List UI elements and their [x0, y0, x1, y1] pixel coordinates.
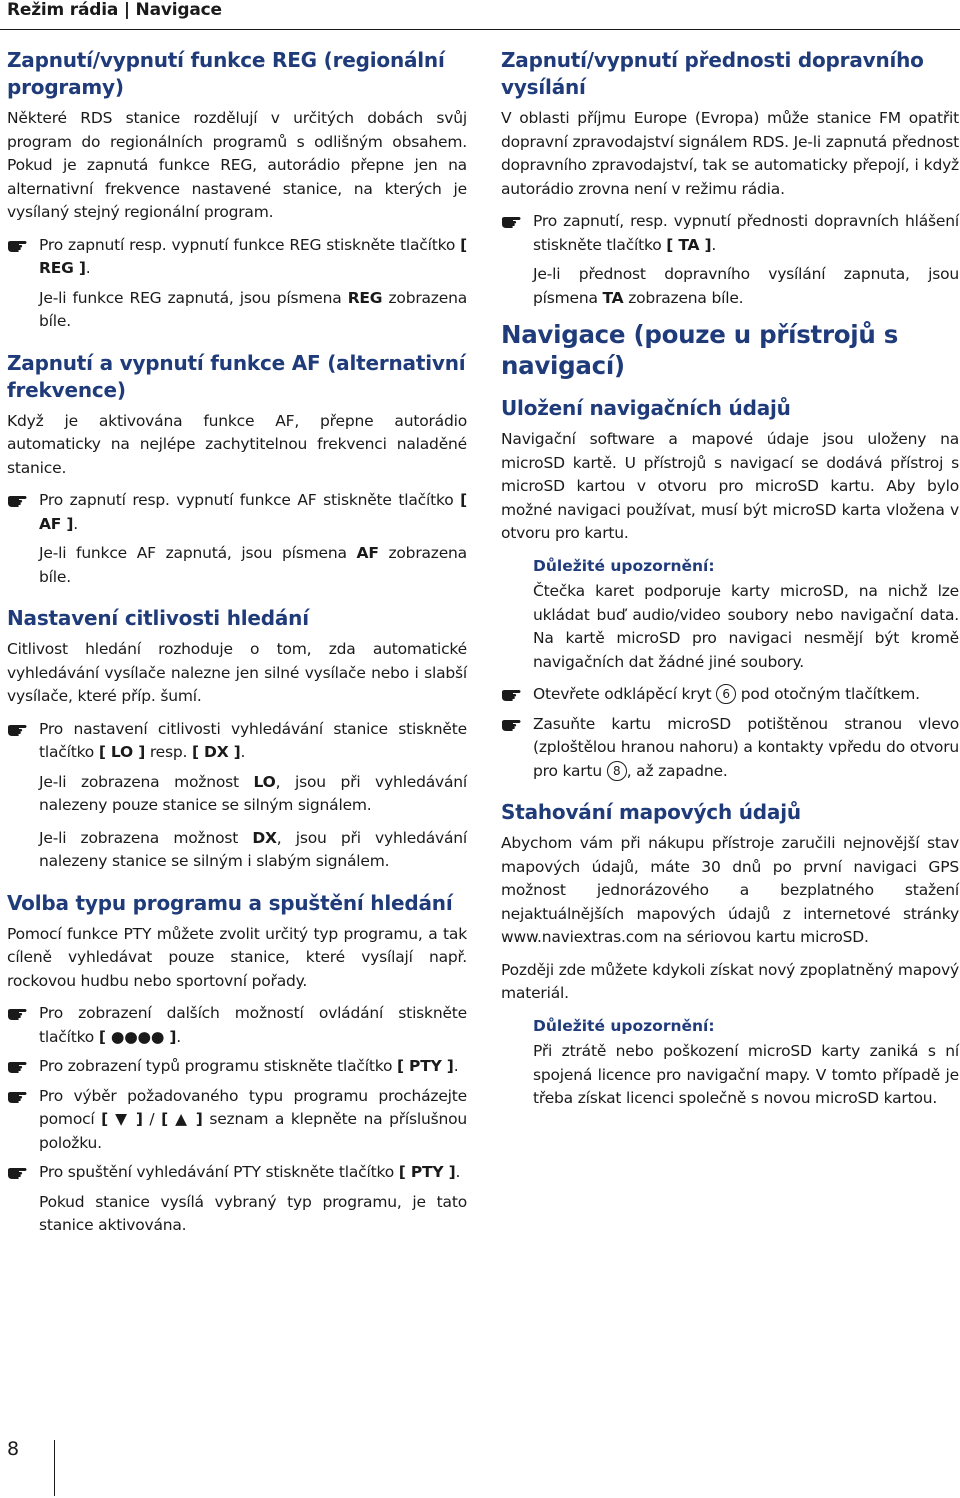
- af-paragraph: Když je aktivována funkce AF, přepne autorádio automaticky na nejlépe zachytitelnou frekvenci naladěné stanice.: [7, 411, 467, 477]
- af-step: [7, 489, 467, 536]
- open-cover-text: Otevřete odklápěcí kryt: [533, 685, 717, 703]
- insert-card-text: Zasuňte kartu microSD potištěnou stranou vlevo (zploštělou hranou nahoru) a kontakty vpředu do otvoru pro kartu: [533, 714, 959, 780]
- pty-start-key: [ PTY ]: [398, 1163, 456, 1181]
- af-step-end: .: [73, 514, 78, 533]
- ta-key: [ TA ]: [666, 235, 712, 254]
- pointing-hand-icon: [501, 686, 523, 702]
- pty-step-show-end: .: [453, 1057, 459, 1075]
- reg-step: [7, 234, 467, 281]
- reg-step-text: Pro zapnutí resp. vypnutí funkce REG stiskněte tlačítko: [39, 235, 461, 254]
- reg-paragraph: Některé RDS stanice rozdělují v určitých dobách svůj program do regionálních programů s odlišným obsahem. Pokud je zapnutá funkce REG, autorádio přepne jen na alternativní frekvence nastavené stanice, na kterých je vysílaný stejný regionální program.: [7, 109, 467, 221]
- reg-note-text: Je-li funkce REG zapnutá, jsou písmena: [39, 288, 348, 307]
- sens-note-dx-end: , jsou při vyhledávání nalezeny stanice se silným i slabým signálem.: [39, 828, 468, 870]
- store-heading: Uložení navigačních údajů: [501, 396, 791, 420]
- pointing-hand-icon: [7, 1005, 29, 1021]
- important-note-title-2: Důležité upozornění:: [533, 1016, 715, 1035]
- af-heading: Zapnutí a vypnutí funkce AF (alternativní frekvence): [7, 350, 466, 402]
- ta-note-text: Je-li přednost dopravního vysílání zapnuta, jsou písmena: [533, 265, 959, 307]
- pointing-hand-icon: [7, 1058, 29, 1074]
- dx-key: [ DX ]: [191, 743, 241, 761]
- insert-card-end: , až zapadne.: [626, 761, 728, 780]
- up-key: [ ▲ ]: [161, 1110, 203, 1128]
- af-note-key: AF: [356, 544, 379, 562]
- sens-heading: Nastavení citlivosti hledání: [7, 606, 309, 630]
- ta-step-text: Pro zapnutí, resp. vypnutí přednosti dopravních hlášení stiskněte tlačítko: [533, 212, 959, 254]
- af-note-text: Je-li funkce AF zapnutá, jsou písmena: [39, 544, 357, 562]
- pty-step-more: [7, 1002, 467, 1049]
- pty-heading: Volba typu programu a spuštění hledání: [7, 890, 453, 915]
- ta-note: [501, 263, 959, 310]
- pointing-hand-icon: [7, 721, 29, 737]
- ta-step-end: .: [711, 235, 717, 254]
- pty-step-select-end: seznam a klepněte na příslušnou položku.: [39, 1110, 467, 1152]
- header-divider: [0, 29, 960, 30]
- pty-step-select-mid: /: [142, 1110, 162, 1128]
- pty-note: Pokud stanice vysílá vybraný typ programu, je tato stanice aktivována.: [39, 1192, 467, 1234]
- sens-step-end: .: [240, 743, 246, 761]
- download-paragraph-1: Abychom vám při nákupu přístroje zaručili nejnovější stav mapových údajů, máte 30 dnů po první navigaci GPS možnost jednorázového a bezplatného stažení nejaktuálnějších mapových údajů z internetové stránky www.naviextras.com na sériovou kartu microSD.: [501, 834, 959, 946]
- important-note-text: Čtečka karet podporuje karty microSD, na nichž lze ukládat buď audio/video soubory nebo navigační data. Na kartě microSD pro navigaci nesmějí být kromě navigačních dat žádné jiné soubory.: [533, 582, 959, 671]
- pty-step-more-end: .: [176, 1027, 182, 1046]
- sens-note-dx: [7, 827, 467, 874]
- callout-8: 8: [607, 761, 627, 781]
- callout-6: 6: [716, 684, 736, 704]
- pty-step-select-text: Pro výběr požadovaného typu programu procházejte pomocí: [39, 1086, 467, 1128]
- header-title: Režim rádia | Navigace: [7, 0, 222, 20]
- open-cover-step: [501, 683, 959, 707]
- sens-paragraph: Citlivost hledání rozhoduje o tom, zda automatické vyhledávání vysílače nalezne jen silné vysílače nebo i slabší vysílače, které příp. šumí.: [7, 640, 467, 705]
- pty-step-start-text: Pro spuštění vyhledávání PTY stiskněte tlačítko: [39, 1163, 399, 1181]
- download-heading: Stahování mapových údajů: [501, 800, 801, 824]
- sens-note-lo-text: Je-li zobrazena možnost: [39, 772, 254, 791]
- ta-heading: Zapnutí/vypnutí přednosti dopravního vysílání: [501, 48, 924, 99]
- sens-step-mid: resp.: [145, 743, 192, 761]
- af-note: [7, 542, 467, 589]
- af-step-text: Pro zapnutí resp. vypnutí funkce AF stiskněte tlačítko: [39, 491, 461, 509]
- open-cover-end: pod otočným tlačítkem.: [736, 685, 920, 703]
- pointing-hand-icon: [7, 492, 29, 508]
- sens-note-dx-key: DX: [252, 828, 277, 847]
- sens-step: [7, 718, 467, 765]
- download-paragraph-2: Později zde můžete kdykoli získat nový zpoplatněný mapový materiál.: [501, 960, 959, 1002]
- ta-step: [501, 210, 959, 257]
- left-column: [7, 47, 467, 1247]
- reg-note-key: REG: [347, 288, 383, 307]
- insert-card-step: [501, 713, 959, 784]
- pointing-hand-icon: [501, 213, 523, 229]
- pty-step-select: [7, 1085, 467, 1156]
- pty-step-start: [7, 1161, 467, 1185]
- reg-note: [7, 287, 467, 334]
- pointing-hand-icon: [501, 716, 523, 732]
- af-note-end: zobrazena bíle.: [39, 544, 467, 586]
- sens-note-lo: [7, 771, 467, 818]
- reg-key: [ REG ]: [39, 235, 467, 277]
- pty-key: [ PTY ]: [396, 1057, 454, 1075]
- more-key: [ ●●●● ]: [98, 1027, 177, 1046]
- pty-step-show: [7, 1055, 467, 1079]
- lo-key: [ LO ]: [98, 743, 146, 761]
- pointing-hand-icon: [7, 237, 29, 253]
- down-key: [ ▼ ]: [101, 1110, 143, 1128]
- pointing-hand-icon: [7, 1088, 29, 1104]
- ta-paragraph: V oblasti příjmu Europe (Evropa) může stanice FM opatřit dopravní zpravodajství signálem RDS. Je-li zapnutá přednost dopravního zpravodajství, tak se automaticky přepojí, i když autorádio zrovna není v režimu rádia.: [501, 109, 959, 198]
- reg-step-end: .: [85, 259, 91, 277]
- sens-note-dx-text: Je-li zobrazena možnost: [39, 828, 253, 847]
- store-paragraph: Navigační software a mapové údaje jsou uloženy na microSD kartě. U přístrojů s navigací se dodává přístroj s microSD kartou v otvoru pro microSD kartu. Aby bylo možné navigaci používat, musí být microSD karta vložena v otvoru pro kartu.: [501, 430, 959, 542]
- pty-step-more-text: Pro zobrazení dalších možností ovládání stiskněte tlačítko: [39, 1004, 467, 1046]
- sens-note-lo-key: LO: [253, 772, 276, 791]
- ta-note-key: TA: [602, 288, 624, 307]
- pty-paragraph: Pomocí funkce PTY můžete zvolit určitý typ programu, a tak cíleně vyhledávat pouze stanice, které vysílají např. rockovou hudbu nebo sportovní pořady.: [7, 924, 467, 990]
- pty-step-start-end: .: [455, 1163, 461, 1181]
- page-header: [0, 0, 960, 24]
- right-column: [501, 47, 959, 1120]
- ta-note-end: zobrazena bíle.: [623, 288, 744, 307]
- footer-divider: [54, 1440, 55, 1496]
- pty-step-show-text: Pro zobrazení typů programu stiskněte tlačítko: [39, 1057, 397, 1075]
- navigation-heading: Navigace (pouze u přístrojů s navigací): [501, 320, 899, 380]
- important-note-text-2: Při ztrátě nebo poškození microSD karty zaniká s ní spojená licence pro navigační mapy. V tomto případě je třeba získat licenci společně s novou microSD kartou.: [533, 1042, 959, 1107]
- pointing-hand-icon: [7, 1164, 29, 1180]
- important-note-title: Důležité upozornění:: [533, 556, 715, 575]
- sens-step-text: Pro nastavení citlivosti vyhledávání stanice stiskněte tlačítko: [39, 719, 467, 761]
- reg-note-end: zobrazena bíle.: [39, 288, 467, 330]
- sens-note-lo-end: , jsou při vyhledávání nalezeny pouze stanice se silným signálem.: [39, 772, 468, 814]
- reg-heading: Zapnutí/vypnutí funkce REG (regionální programy): [7, 48, 445, 99]
- af-key: [ AF ]: [39, 491, 467, 533]
- page-number: 8: [7, 1438, 20, 1460]
